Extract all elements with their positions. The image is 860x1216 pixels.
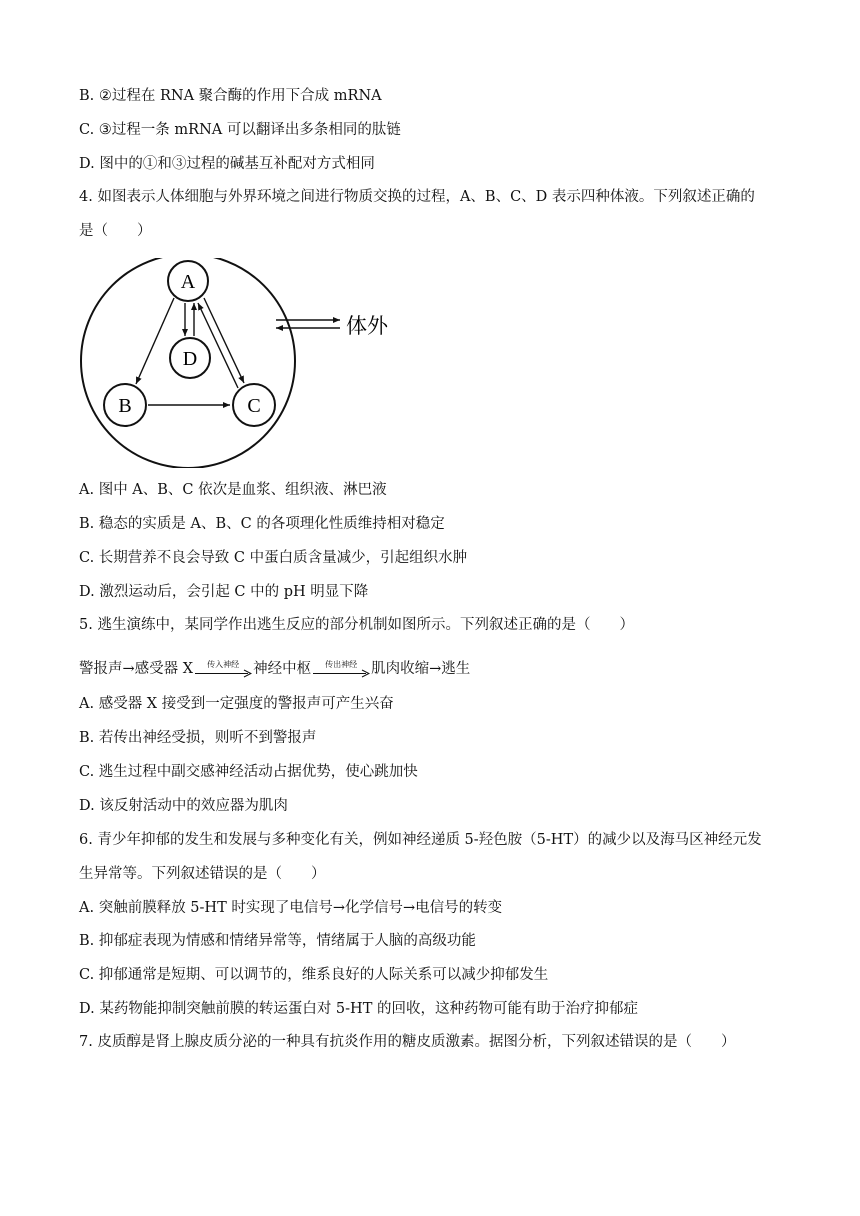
- node-a-label: A: [180, 271, 196, 293]
- afferent-label: 传入神经: [207, 660, 240, 669]
- q6-option-b: B. 抑郁症表现为情感和情绪异常等，情绪属于人脑的高级功能: [79, 933, 476, 949]
- q5-option-b: B. 若传出神经受损，则听不到警报声: [79, 730, 317, 746]
- node-b-label: B: [118, 395, 132, 417]
- node-c-label: C: [247, 395, 261, 417]
- q4-option-d: D. 激烈运动后，会引起 C 中的 pH 明显下降: [79, 584, 369, 600]
- q6-stem-line1: 6. 青少年抑郁的发生和发展与多种变化有关，例如神经递质 5-羟色胺（5-HT）的减少以及海马区神经元发: [79, 832, 762, 848]
- q5-option-c: C. 逃生过程中副交感神经活动占据优势，使心跳加快: [79, 764, 418, 780]
- q5-stem: 5. 逃生演练中，某同学作出逃生反应的部分机制如图所示。下列叙述正确的是（ ）: [79, 617, 634, 633]
- q3-option-b: B. ②过程在 RNA 聚合酶的作用下合成 mRNA: [79, 88, 382, 104]
- q3-option-d: D. 图中的①和③过程的碱基互补配对方式相同: [79, 156, 375, 172]
- q3-option-c: C. ③过程一条 mRNA 可以翻译出多条相同的肽链: [79, 122, 401, 138]
- q7-stem: 7. 皮质醇是肾上腺皮质分泌的一种具有抗炎作用的糖皮质激素。据图分析，下列叙述错误的是（ ）: [79, 1034, 736, 1050]
- arrow-a-to-b: [136, 298, 174, 384]
- q4-option-b: B. 稳态的实质是 A、B、C 的各项理化性质维持相对稳定: [79, 516, 445, 532]
- arrow-a-to-c: [204, 298, 244, 383]
- efferent-label: 传出神经: [325, 660, 358, 669]
- efferent-arrow: [312, 660, 370, 678]
- q4-stem-line1: 4. 如图表示人体细胞与外界环境之间进行物质交换的过程，A、B、C、D 表示四种体液。下列叙述正确的: [79, 189, 755, 205]
- q4-stem-line2: 是（ ）: [79, 223, 152, 239]
- flow-end: 肌肉收缩→逃生: [371, 661, 471, 677]
- q5-option-a: A. 感受器 X 接受到一定强度的警报声可产生兴奋: [79, 696, 394, 712]
- flow-start: 警报声→感受器 X: [79, 661, 194, 677]
- afferent-arrow: [194, 660, 252, 678]
- q6-option-d: D. 某药物能抑制突触前膜的转运蛋白对 5-HT 的回收，这种药物可能有助于治疗抑郁症: [79, 1001, 638, 1017]
- q4-option-a: A. 图中 A、B、C 依次是血浆、组织液、淋巴液: [79, 482, 387, 498]
- q5-option-d: D. 该反射活动中的效应器为肌肉: [79, 798, 288, 814]
- flow-middle: 神经中枢: [253, 661, 312, 677]
- q4-option-c: C. 长期营养不良会导致 C 中蛋白质含量减少，引起组织水肿: [79, 550, 468, 566]
- q6-stem-line2: 生异常等。下列叙述错误的是（ ）: [79, 866, 326, 882]
- reflex-flow: [79, 654, 470, 678]
- q6-option-a: A. 突触前膜释放 5-HT 时实现了电信号→化学信号→电信号的转变: [79, 900, 503, 916]
- node-d-label: D: [182, 348, 198, 370]
- q6-option-c: C. 抑郁通常是短期、可以调节的，维系良好的人际关系可以减少抑郁发生: [79, 967, 549, 983]
- body-fluid-diagram: [78, 258, 408, 468]
- outside-label: 体外: [346, 314, 388, 338]
